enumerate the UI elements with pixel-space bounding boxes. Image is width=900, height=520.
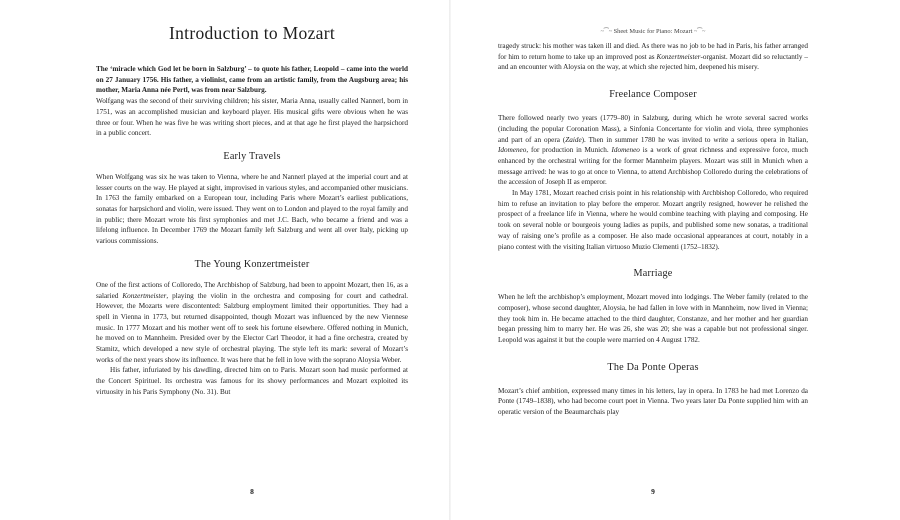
heading-marriage: Marriage [633, 268, 673, 280]
page-number-left: 8 [250, 487, 254, 496]
emphasis-konzertmeister: Konzertmeister [122, 291, 167, 300]
heading-early-travels: Early Travels [223, 150, 281, 162]
heading-da-ponte-operas: The Da Ponte Operas [607, 361, 699, 373]
konzertmeister-paragraph-1 [96, 280, 408, 366]
konzertmeister-paragraph-2: His father, infuriated by his dawdling, directed him on to Paris. Mozart soon had music performed at the Concert Spirituel. Its orchestra was famous for its showy performances and Mozart exploited its virtuosity in his Paris Symphony (No. 31). But [96, 366, 408, 396]
page-number-right: 9 [651, 487, 655, 496]
right-page [450, 0, 900, 520]
text-run: ). Then in summer 1780 he was invited to write a serious opera in Italian, [581, 135, 808, 144]
intro-paragraph: Wolfgang was the second of their surviving children; his sister, Maria Anna, usually called Nannerl, born in 1751, was an accomplished musician and keyboard player. His musical gifts were obvious when he was three or four. When he was five he was writing short pieces, and at that age he first played the harpsichord in a public concert. [96, 97, 408, 138]
chapter-title: Introduction to Mozart [168, 23, 335, 43]
text-run: -organist. Mozart did so reluctantly – and an encounter with Aloysia on the way, at which she rejected him, deepened his misery. [498, 52, 808, 72]
text-run: tragedy struck: his mother was taken ill and died. As there was no job to be had in Paris, his father arranged for him to return home to take up an improved post as [498, 42, 808, 61]
emphasis-idomeneo: Idomeneo [498, 146, 527, 155]
lead-paragraph: The ‘miracle which God let be born in Salzburg’ – to quote his father, Leopold – came into the world on 27 January 1756. His father, a violinist, came from an artistic family, from the Augsburg area; his mother, Maria Anna née Pertl, was from near Salzburg. [96, 65, 408, 95]
continuation-paragraph [498, 41, 808, 73]
emphasis-zaide: Zaide [565, 135, 582, 144]
text-run: is a work of great richness and expressive force, much enhanced by the orchestral writing for the former Mannheim players. Mozart was still in Munich when a message arrived: he was to go at once to Vienna, to attend Archbishop Colloredo during the celebrations of the accession of Joseph II as emperor. [498, 146, 808, 187]
text-run: , for production in Munich. [526, 146, 612, 155]
ornament-right-icon: ~⁀~ [694, 29, 706, 35]
running-head-text: Sheet Music for Piano: Mozart [613, 28, 693, 35]
da-ponte-paragraph: Mozart’s chief ambition, expressed many times in his letters, lay in opera. In 1783 he had met Lorenzo da Ponte (1749–1838), who had become court poet in Vienna. Two years later Da Ponte supplied him with an operatic version of the Beaumarchais play [498, 386, 808, 417]
marriage-paragraph: When he left the archbishop’s employment, Mozart moved into lodgings. The Weber family (related to the composer), whose second daughter, Aloysia, he had fallen in love with in Mannheim, now lived in Vienna; they took him in. He became attached to the third daughter, Constanze, and her mother and her guardian began pressing him to marry her. He was 26, she was 20; she was a capable but not professional singer. Leopold was against it but the couple were married on 4 August 1782. [498, 293, 808, 345]
freelance-paragraph-1 [498, 113, 808, 188]
heading-young-konzertmeister: The Young Konzertmeister [194, 258, 310, 270]
emphasis-konzertmeister: Konzertmeister [656, 52, 701, 61]
running-head [498, 28, 808, 35]
text-run: , playing the violin in the orchestra and composing for court and cathedral. However, the Mozarts were discontented: Salzburg employment limited their opportunities. They had a spell in Vienna in 1773, but returned disappointed, though Mozart was influenced by the new Viennese music. In 1777 Mozart and his mother went off to seek his fortune elsewhere. Offered nothing in Munich, he moved on to Mannheim. Presided over by the Elector Carl Theodor, it had a fine orchestra, created by Stamitz, which developed a new style of orchestral playing. The style left its mark: several of Mozart’s works of the next years show its influence. It was here that he fell in love with the soprano Aloysia Weber. [96, 291, 408, 364]
text-run: There followed nearly two years (1779–80) in Salzburg, during which he wrote several sacred works (including the popular Coronation Mass), a Sinfonia Concertante for violin and viola, three symphonies and part of an opera ( [498, 114, 808, 144]
freelance-paragraph-2: In May 1781, Mozart reached crisis point in his relationship with Archbishop Colloredo, who required him to refuse an invitation to play before the emperor. Mozart angrily resigned, however he relished the prospect of a freelance life in Vienna, where he would combine teaching with playing and composing. He took on several noble or bourgeois young ladies as pupils, and published some new sonatas, a traditional way of raising one’s profile as a composer. He also made occasional appearances at court, notably in a piano contest with the visiting Italian virtuoso Muzio Clementi (1752–1832). [498, 189, 808, 251]
heading-freelance-composer: Freelance Composer [609, 89, 697, 101]
text-run: One of the first actions of Colloredo, The Archbishop of Salzburg, had been to appoint Mozart, then 16, as a salaried [96, 280, 408, 300]
ornament-left-icon: ~⁀~ [600, 29, 612, 35]
early-travels-paragraph: When Wolfgang was six he was taken to Vienna, where he and Nannerl played at the imperial court and at lesser courts on the way. He played at sight, improvised in various styles, and accompanied other musicians. In 1763 the family embarked on a European tour, including Paris where Mozart’s earliest publications, sonatas for harpsichord and violin, were issued. They went on to London and played to the royal family and in public; there Mozart wrote his first symphonies and met J.C. Bach, who became a friend and was a lifelong influence. In December 1769 the Mozart family left Salzburg and went all over Italy, picking up various commissions. [96, 172, 408, 246]
emphasis-idomeneo: Idomeneo [611, 146, 640, 155]
